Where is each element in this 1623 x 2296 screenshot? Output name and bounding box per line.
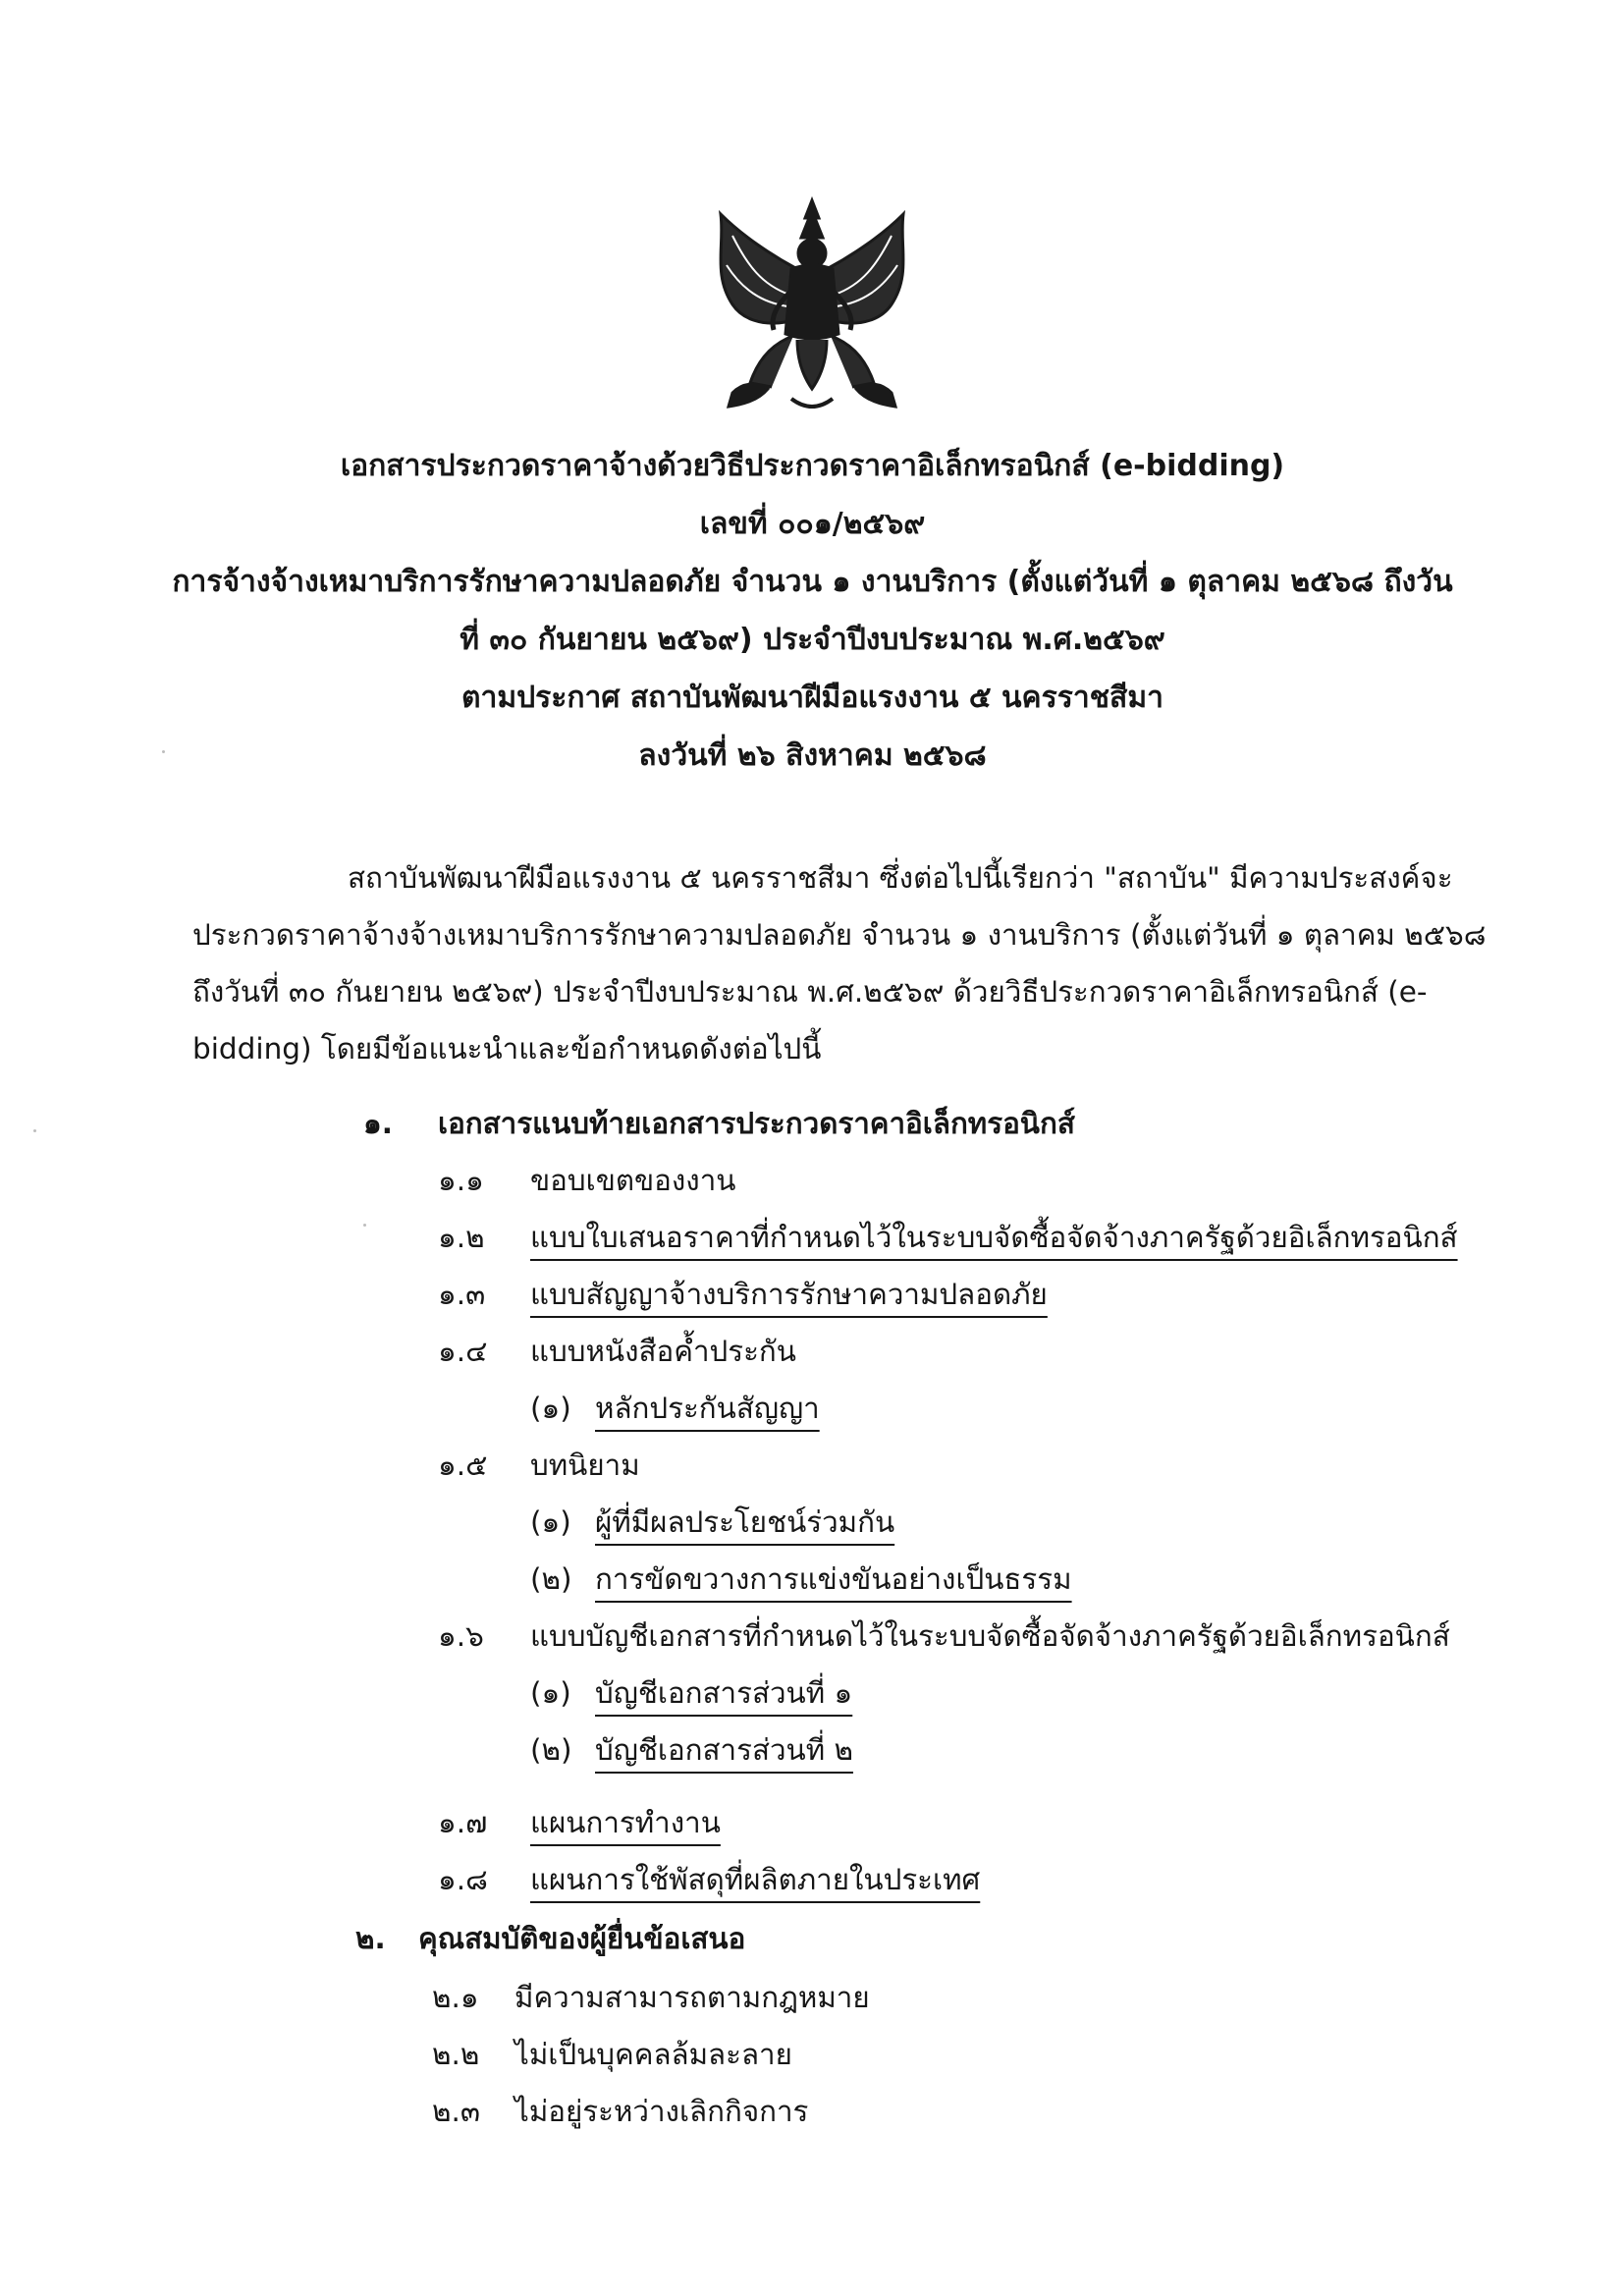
subject-line-2: ที่ ๓๐ กันยายน ๒๕๖๙) ประจำปีงบประมาณ พ.ศ.๒๕๖๙ bbox=[460, 623, 1165, 657]
item-link[interactable]: การขัดขวางการแข่งขันอย่างเป็นธรรม bbox=[595, 1562, 1072, 1596]
item-text: แบบบัญชีเอกสารที่กำหนดไว้ในระบบจัดซื้อจัดจ้างภาครัฐด้วยอิเล็กทรอนิกส์ bbox=[530, 1619, 1450, 1653]
item-number: (๑) bbox=[530, 1676, 571, 1710]
item-number: (๒) bbox=[530, 1733, 572, 1767]
item-number: (๑) bbox=[530, 1505, 571, 1539]
intro-line: สถาบันพัฒนาฝีมือแรงงาน ๕ นครราชสีมา ซึ่งต่อไปนี้เรียกว่า "สถาบัน" มีความประสงค์จะ bbox=[348, 861, 1453, 895]
item-number: ๑.๒ bbox=[438, 1221, 485, 1254]
announcement-date: ลงวันที่ ๒๖ สิงหาคม ๒๕๖๘ bbox=[638, 738, 987, 773]
item-link[interactable]: แบบสัญญาจ้างบริการรักษาความปลอดภัย bbox=[530, 1278, 1048, 1311]
section-number: ๒. bbox=[355, 1922, 386, 1955]
item-number: ๑.๖ bbox=[438, 1619, 484, 1653]
item-text: ไม่อยู่ระหว่างเลิกกิจการ bbox=[514, 2095, 809, 2128]
item-text: บทนิยาม bbox=[530, 1449, 640, 1482]
subject-line-1: การจ้างจ้างเหมาบริการรักษาความปลอดภัย จำนวน ๑ งานบริการ (ตั้งแต่วันที่ ๑ ตุลาคม ๒๕๖๘ ถึงวัน bbox=[172, 565, 1453, 599]
garuda-emblem-icon bbox=[703, 196, 921, 420]
item-number: ๑.๗ bbox=[438, 1806, 488, 1839]
item-link[interactable]: แผนการทำงาน bbox=[530, 1806, 721, 1839]
item-text: แบบหนังสือค้ำประกัน bbox=[530, 1335, 796, 1368]
item-number: ๒.๓ bbox=[432, 2095, 480, 2128]
item-link[interactable]: ผู้ที่มีผลประโยชน์ร่วมกัน bbox=[595, 1505, 895, 1539]
scan-speck bbox=[33, 1129, 36, 1132]
item-link[interactable]: แผนการใช้พัสดุที่ผลิตภายในประเทศ bbox=[530, 1863, 981, 1896]
announcement-line: ตามประกาศ สถาบันพัฒนาฝีมือแรงงาน ๕ นครราชสีมา bbox=[461, 681, 1163, 715]
item-number: ๑.๓ bbox=[438, 1278, 486, 1311]
item-number: ๒.๑ bbox=[432, 1981, 479, 2014]
item-number: ๑.๕ bbox=[438, 1449, 488, 1482]
document-number: เลขที่ ๐๐๑/๒๕๖๙ bbox=[699, 507, 926, 541]
intro-line: ถึงวันที่ ๓๐ กันยายน ๒๕๖๙) ประจำปีงบประมาณ พ.ศ.๒๕๖๙ ด้วยวิธีประกวดราคาอิเล็กทรอนิกส์ (e- bbox=[192, 975, 1428, 1009]
item-number: ๑.๑ bbox=[438, 1164, 484, 1197]
item-link[interactable]: หลักประกันสัญญา bbox=[595, 1392, 820, 1425]
item-number: ๒.๒ bbox=[432, 2038, 480, 2071]
section-title: คุณสมบัติของผู้ยื่นข้อเสนอ bbox=[418, 1922, 746, 1955]
item-number: (๒) bbox=[530, 1562, 572, 1596]
item-number: ๑.๘ bbox=[438, 1863, 488, 1896]
item-number: (๑) bbox=[530, 1392, 571, 1425]
item-text: มีความสามารถตามกฎหมาย bbox=[514, 1981, 870, 2014]
section-title: เอกสารแนบท้ายเอกสารประกวดราคาอิเล็กทรอนิกส์ bbox=[438, 1107, 1075, 1140]
scan-speck bbox=[363, 1224, 366, 1227]
item-link[interactable]: บัญชีเอกสารส่วนที่ ๒ bbox=[595, 1733, 853, 1767]
item-link[interactable]: บัญชีเอกสารส่วนที่ ๑ bbox=[595, 1676, 853, 1710]
section-number: ๑. bbox=[363, 1107, 393, 1140]
item-number: ๑.๔ bbox=[438, 1335, 488, 1368]
item-text: ขอบเขตของงาน bbox=[530, 1164, 736, 1197]
intro-line: ประกวดราคาจ้างจ้างเหมาบริการรักษาความปลอดภัย จำนวน ๑ งานบริการ (ตั้งแต่วันที่ ๑ ตุลาคม ๒๕๖๘ bbox=[192, 918, 1487, 952]
intro-line: bidding) โดยมีข้อแนะนำและข้อกำหนดดังต่อไปนี้ bbox=[192, 1032, 822, 1066]
item-link[interactable]: แบบใบเสนอราคาที่กำหนดไว้ในระบบจัดซื้อจัดจ้างภาครัฐด้วยอิเล็กทรอนิกส์ bbox=[530, 1221, 1458, 1254]
item-text: ไม่เป็นบุคคลล้มละลาย bbox=[514, 2038, 792, 2071]
document-title: เอกสารประกวดราคาจ้างด้วยวิธีประกวดราคาอิเล็กทรอนิกส์ (e-bidding) bbox=[340, 449, 1285, 483]
scan-speck bbox=[162, 750, 165, 753]
